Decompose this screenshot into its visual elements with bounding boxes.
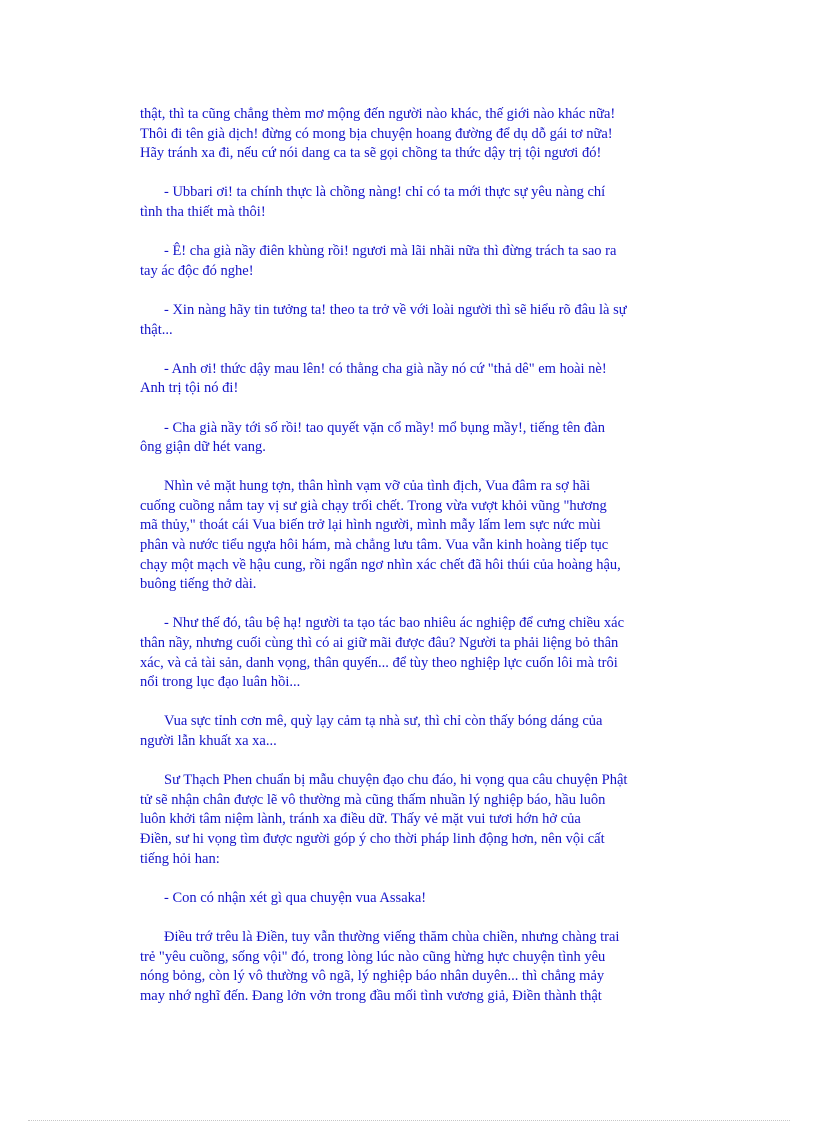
document-body <box>140 105 680 1026</box>
text-line: xác, và cả tài sản, danh vọng, thân quyến... để tùy theo nghiệp lực cuốn lôi mà trôi <box>140 654 618 671</box>
paragraph <box>140 301 680 340</box>
text-line: thật, thì ta cũng chẳng thèm mơ mộng đến người nào khác, thế giới nào khác nữa! <box>140 106 616 122</box>
text-line: - Cha già nầy tới số rồi! tao quyết vặn cổ mầy! mổ bụng mầy!, tiếng tên đàn <box>164 419 605 436</box>
text-line: - Con có nhận xét gì qua chuyện vua Assaka! <box>164 889 427 906</box>
paragraph <box>140 614 680 692</box>
text-line: Hãy tránh xa đi, nếu cứ nói dang ca ta sẽ gọi chồng ta thức dậy trị tội ngươi đó! <box>140 145 602 162</box>
text-line: luôn khởi tâm niệm lành, tránh xa điều dữ. Thấy vẻ mặt vui tươi hớn hở của <box>140 811 581 828</box>
text-line: tử sẽ nhận chân được lẽ vô thường mà cũng thấm nhuần lý nghiệp báo, hầu luôn <box>140 791 606 808</box>
text-line: Điều trớ trêu là Điền, tuy vẫn thường viếng thăm chùa chiền, nhưng chàng trai <box>164 928 620 945</box>
text-line: Vua sực tỉnh cơn mê, quỳ lạy cảm tạ nhà sư, thì chỉ còn thấy bóng dáng của <box>164 713 603 730</box>
page-bottom-border <box>28 1120 790 1121</box>
paragraph <box>140 771 680 869</box>
text-line: Nhìn vẻ mặt hung tợn, thân hình vạm vỡ của tình địch, Vua đâm ra sợ hãi <box>164 478 591 495</box>
text-line: - Như thế đó, tâu bệ hạ! người ta tạo tác bao nhiêu ác nghiệp để cưng chiều xác <box>164 615 625 632</box>
text-line: tay ác độc đó nghe! <box>140 262 254 279</box>
paragraph <box>140 477 680 595</box>
text-line: mã thủy," thoát cái Vua biến trở lại hình người, mình mẫy lấm lem sực nức mùi <box>140 517 601 534</box>
text-line: tiếng hỏi han: <box>140 850 220 867</box>
text-line: - Ê! cha già nầy điên khùng rồi! ngươi mà lãi nhãi nữa thì đừng trách ta sao ra <box>164 243 617 260</box>
paragraph <box>140 105 680 164</box>
paragraph <box>140 183 680 222</box>
text-line: nóng bỏng, còn lý vô thường vô ngã, lý nghiệp báo nhân duyên... thì chẳng mảy <box>140 968 605 985</box>
paragraph <box>140 419 680 458</box>
text-line: thật... <box>140 321 173 338</box>
text-line: Thôi đi tên già dịch! đừng có mong bịa chuyện hoang đường để dụ dỗ gái tơ nữa! <box>140 125 613 142</box>
paragraph <box>140 360 680 399</box>
text-line: - Xin nàng hãy tin tưởng ta! theo ta trở về với loài người thì sẽ hiểu rõ đâu là sự <box>164 301 627 318</box>
paragraph <box>140 242 680 281</box>
paragraph <box>140 889 680 909</box>
paragraph <box>140 712 680 751</box>
text-line: cuống cuồng nắm tay vị sư già chạy trối chết. Trong vừa vượt khỏi vũng "hương <box>140 497 607 514</box>
text-line: tình tha thiết mà thôi! <box>140 203 266 220</box>
text-line: may nhớ nghĩ đến. Đang lởn vởn trong đầu mối tình vương giả, Điền thành thật <box>140 987 602 1004</box>
text-line: ông giận dữ hét vang. <box>140 439 266 456</box>
paragraph <box>140 928 680 1006</box>
text-line: thân nầy, nhưng cuối cùng thì có ai giữ mãi được đâu? Người ta phải liệng bỏ thân <box>140 635 619 652</box>
text-line: Sư Thạch Phen chuẩn bị mẫu chuyện đạo chu đáo, hi vọng qua câu chuyện Phật <box>164 772 628 789</box>
text-line: người lẫn khuất xa xa... <box>140 733 277 749</box>
text-line: phân và nước tiểu ngựa hôi hám, mà chẳng lưu tâm. Vua vẫn kinh hoàng tiếp tục <box>140 537 609 554</box>
text-line: nổi trong lục đạo luân hồi... <box>140 674 301 691</box>
text-line: - Anh ơi! thức dậy mau lên! có thằng cha già nầy nó cứ "thả dê" em hoài nè! <box>164 360 607 377</box>
text-line: buông tiếng thở dài. <box>140 576 257 593</box>
text-line: - Ubbari ơi! ta chính thực là chồng nàng! chỉ có ta mới thực sự yêu nàng chí <box>164 184 606 201</box>
text-line: Điền, sư hi vọng tìm được người góp ý cho thời pháp linh động hơn, nên vội cất <box>140 830 605 847</box>
text-line: trẻ "yêu cuồng, sống vội" đó, trong lòng lúc nào cũng hừng hực chuyện tình yêu <box>140 948 606 965</box>
text-line: chạy một mạch về hậu cung, rồi ngẩn ngơ nhìn xác chết đã hôi thúi của hoàng hậu, <box>140 556 621 573</box>
text-line: Anh trị tội nó đi! <box>140 380 239 397</box>
